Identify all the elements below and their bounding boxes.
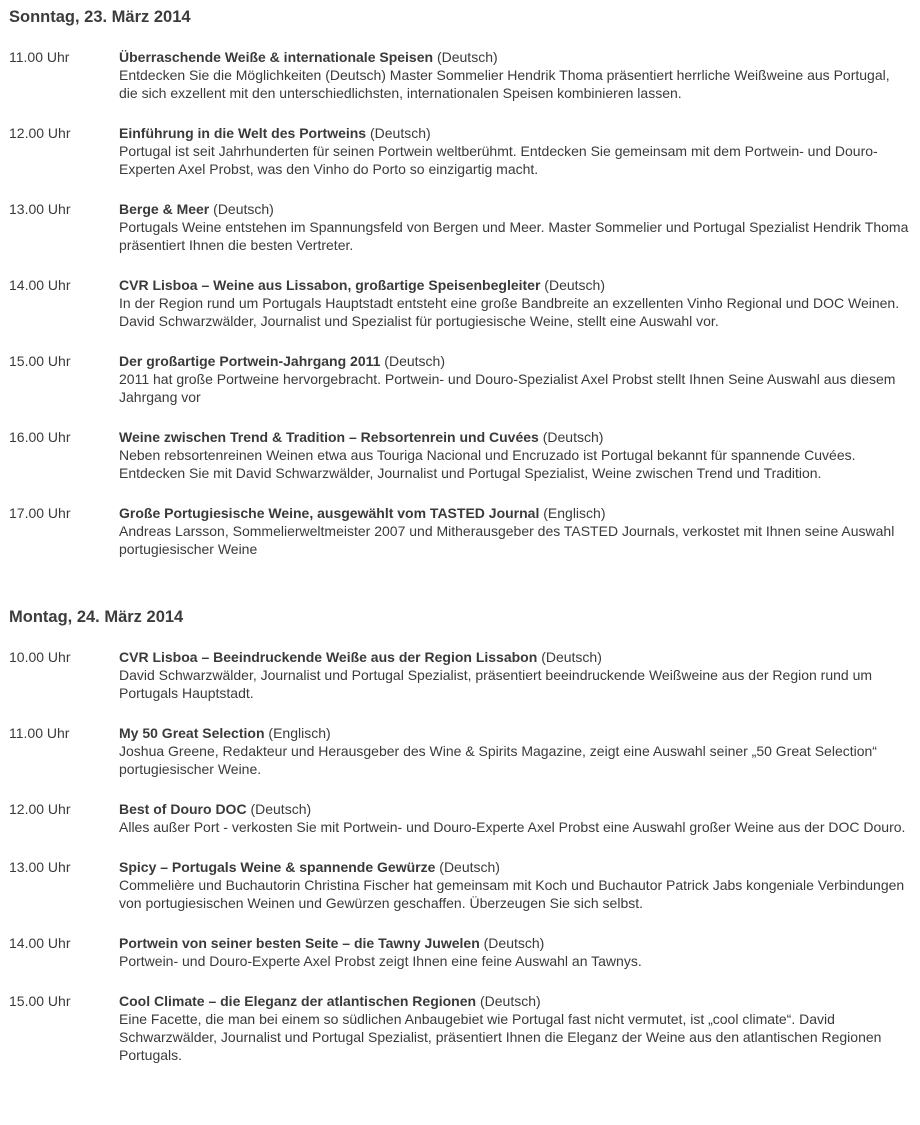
entry-title: Berge & Meer <box>119 201 210 217</box>
entry-description: Alles außer Port - verkosten Sie mit Portwein- und Douro-Experte Axel Probst eine Auswahl großer Weine aus der DOC Douro. <box>119 819 906 835</box>
day-heading: Montag, 24. März 2014 <box>9 608 184 626</box>
entry-description: David Schwarzwälder, Journalist und Portugal Spezialist, präsentiert beeindruckende Weißweine aus der Region rund um Portugals Hauptstadt. <box>119 667 873 701</box>
entry-time: 11.00 Uhr <box>9 49 70 65</box>
entry-title-line <box>119 504 909 522</box>
entry-title: Weine zwischen Trend & Tradition – Rebsortenrein und Cuvées <box>119 429 539 445</box>
entry-title: My 50 Great Selection <box>119 725 265 741</box>
entry-time: 15.00 Uhr <box>9 353 71 369</box>
schedule-entry <box>9 352 909 406</box>
entry-language: (Deutsch) <box>541 649 602 665</box>
day-section-monday <box>9 606 909 1064</box>
entry-title-line <box>119 858 909 876</box>
entry-language: (Englisch) <box>268 725 331 741</box>
schedule-entry <box>9 428 909 482</box>
entry-description: Joshua Greene, Redakteur und Herausgeber des Wine & Spirits Magazine, zeigt eine Auswahl seiner „50 Great Selection“ portugiesischer Weine. <box>119 743 877 777</box>
entry-title: Einführung in die Welt des Portweins <box>119 125 367 141</box>
schedule-entry <box>9 800 909 836</box>
entry-time: 17.00 Uhr <box>9 505 71 521</box>
entry-content <box>119 200 909 254</box>
entry-description: Commelière und Buchautorin Christina Fischer hat gemeinsam mit Koch und Buchautor Patrick Jabs kongeniale Verbindungen von portugiesischen Weinen und Gewürzen geschaffen. Überzeugen Sie sich selbst. <box>119 877 905 911</box>
entry-description: Portwein- und Douro-Experte Axel Probst zeigt Ihnen eine feine Auswahl an Tawnys. <box>119 953 642 969</box>
entry-title-line <box>119 352 909 370</box>
day-section-sunday <box>9 6 909 558</box>
schedule-entry <box>9 648 909 702</box>
entry-content <box>119 858 909 912</box>
entry-description: In der Region rund um Portugals Hauptstadt entsteht eine große Bandbreite an exzellenten Vinho Regional und DOC Weinen. David Schwarzwälder, Journalist und Spezialist für portugiesische Weine, stellt eine Auswahl vor. <box>119 295 900 329</box>
entry-language: (Englisch) <box>543 505 606 521</box>
entry-title: CVR Lisboa – Weine aus Lissabon, großartige Speisenbegleiter <box>119 277 541 293</box>
entry-time: 10.00 Uhr <box>9 649 71 665</box>
schedule-entry <box>9 992 909 1064</box>
entry-content <box>119 800 909 836</box>
entry-title: Portwein von seiner besten Seite – die Tawny Juwelen <box>119 935 480 951</box>
schedule-entry <box>9 48 909 102</box>
entry-description: Entdecken Sie die Möglichkeiten (Deutsch) Master Sommelier Hendrik Thoma präsentiert herrliche Weißweine aus Portugal, die sich exzellent mit den unterschiedlichsten, internationalen Speisen kombinieren lassen. <box>119 67 890 101</box>
entry-language: (Deutsch) <box>483 935 545 951</box>
entry-time: 15.00 Uhr <box>9 993 71 1009</box>
schedule-entry <box>9 934 909 970</box>
entry-title: Der großartige Portwein-Jahrgang 2011 <box>119 353 381 369</box>
entry-title: Cool Climate – die Eleganz der atlantischen Regionen <box>119 993 477 1009</box>
entry-content <box>119 124 909 178</box>
entry-title-line <box>119 648 909 666</box>
schedule-entry <box>9 124 909 178</box>
entry-language: (Deutsch) <box>544 277 605 293</box>
entry-language: (Deutsch) <box>369 125 431 141</box>
entry-content <box>119 352 909 406</box>
entry-time: 13.00 Uhr <box>9 201 71 217</box>
entry-time: 14.00 Uhr <box>9 277 71 293</box>
entry-title: CVR Lisboa – Beeindruckende Weiße aus der Region Lissabon <box>119 649 538 665</box>
entry-description: Eine Facette, die man bei einem so südlichen Anbaugebiet wie Portugal fast nicht vermutet, ist „cool climate“. David Schwarzwälder, Journalist und Portugal Spezialist, präsentiert Ihnen die Eleganz der Weine aus den atlantischen Regionen Portugals. <box>119 1011 882 1063</box>
entry-title-line <box>119 124 909 142</box>
schedule-entry <box>9 276 909 330</box>
entry-title-line <box>119 992 909 1010</box>
entry-content <box>119 934 909 970</box>
entry-time: 16.00 Uhr <box>9 429 71 445</box>
day-heading: Sonntag, 23. März 2014 <box>9 8 191 26</box>
entry-title-line <box>119 200 909 218</box>
entry-time: 12.00 Uhr <box>9 125 71 141</box>
entry-time: 12.00 Uhr <box>9 801 71 817</box>
entry-language: (Deutsch) <box>213 201 274 217</box>
entry-time: 11.00 Uhr <box>9 725 70 741</box>
entry-description: 2011 hat große Portweine hervorgebracht. Portwein- und Douro-Spezialist Axel Probst stellt Ihnen Seine Auswahl aus diesem Jahrgang vor <box>119 371 896 405</box>
entry-title: Spicy – Portugals Weine & spannende Gewürze <box>119 859 436 875</box>
entry-title: Überraschende Weiße & internationale Speisen <box>119 49 434 65</box>
entry-language: (Deutsch) <box>542 429 604 445</box>
entry-language: (Deutsch) <box>384 353 445 369</box>
entry-content <box>119 648 909 702</box>
entry-content <box>119 276 909 330</box>
entry-time: 14.00 Uhr <box>9 935 71 951</box>
entry-language: (Deutsch) <box>439 859 500 875</box>
entry-language: (Deutsch) <box>436 49 498 65</box>
entry-title-line <box>119 276 909 294</box>
entry-description: Andreas Larsson, Sommelierweltmeister 2007 und Mitherausgeber des TASTED Journals, verkostet mit Ihnen seine Auswahl portugiesischer Weine <box>119 523 895 557</box>
schedule-entry <box>9 858 909 912</box>
entry-description: Portugal ist seit Jahrhunderten für seinen Portwein weltberühmt. Entdecken Sie gemeinsam mit dem Portwein- und Douro-Experten Axel Probst, was den Vinho do Porto so einzigartig macht. <box>119 143 878 177</box>
entry-title: Große Portugiesische Weine, ausgewählt vom TASTED Journal <box>119 505 540 521</box>
schedule-entry <box>9 504 909 558</box>
entry-content <box>119 504 909 558</box>
entry-content <box>119 428 909 482</box>
entry-language: (Deutsch) <box>250 801 312 817</box>
entry-title-line <box>119 428 909 446</box>
schedule-entry <box>9 200 909 254</box>
entry-title-line <box>119 934 909 952</box>
entry-content <box>119 48 909 102</box>
entry-title: Best of Douro DOC <box>119 801 247 817</box>
entry-description: Neben rebsortenreinen Weinen etwa aus Touriga Nacional und Encruzado ist Portugal bekannt für spannende Cuvées. Entdecken Sie mit David Schwarzwälder, Journalist und Portugal Spezialist, Weine zwischen Trend und Tradition. <box>119 447 856 481</box>
entry-title-line <box>119 800 909 818</box>
entry-title-line <box>119 48 909 66</box>
entry-description: Portugals Weine entstehen im Spannungsfeld von Bergen und Meer. Master Sommelier und Portugal Spezialist Hendrik Thoma präsentiert Ihnen die besten Vertreter. <box>119 219 909 253</box>
entry-content <box>119 992 909 1064</box>
entry-time: 13.00 Uhr <box>9 859 71 875</box>
schedule-entry <box>9 724 909 778</box>
entry-content <box>119 724 909 778</box>
entry-language: (Deutsch) <box>479 993 541 1009</box>
entry-title-line <box>119 724 909 742</box>
